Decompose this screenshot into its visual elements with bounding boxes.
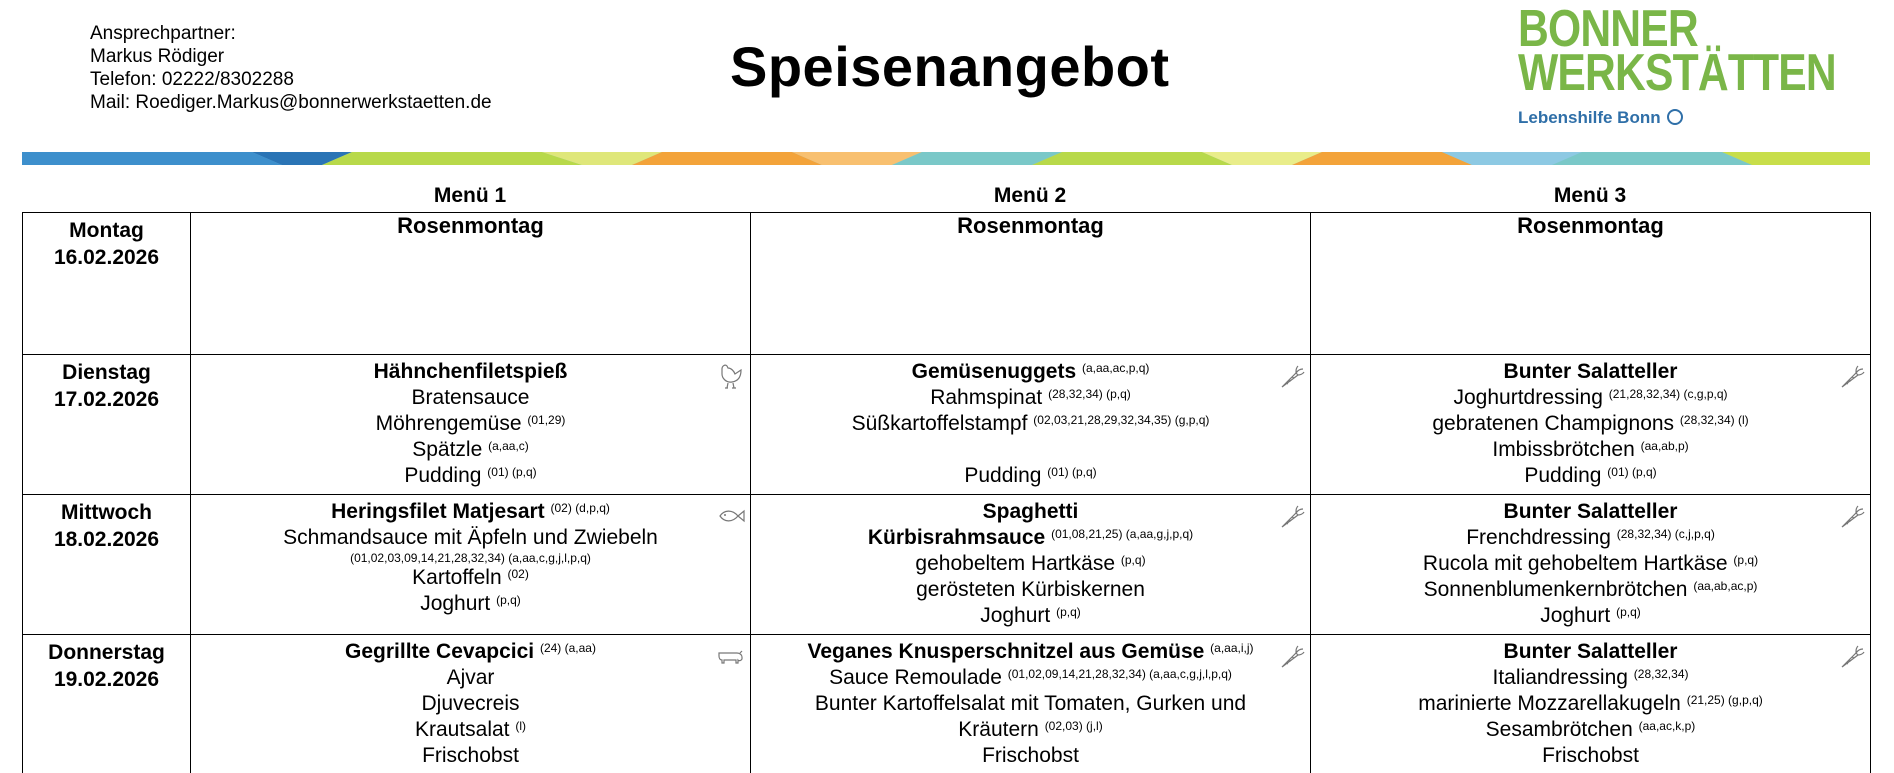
allergen-codes: (aa,ac,k,p) [1638, 719, 1696, 733]
meal-title: Hähnchenfiletspieß [373, 360, 568, 383]
allergen-codes: (28,32,34) [1633, 667, 1689, 681]
meal-title: Gemüsenuggets $^{(a,aa,ac,p,q)}$ [911, 360, 1150, 383]
allergen-codes: (02) [507, 567, 529, 581]
meal-side: Imbissbrötchen $^{(aa,ab,p)}$ [1492, 438, 1689, 461]
day-cell [23, 213, 191, 355]
meal-side: gerösteten Kürbiskernen [916, 578, 1145, 601]
bonner-werkstaetten-logo [1518, 0, 1838, 128]
meal-side: Sauce Remoulade $^{(01,02,09,14,21,28,32,34) (a,aa,c,g,j,l,p,q)}$ [829, 666, 1232, 689]
lebenshilfe-ring-icon [1667, 109, 1683, 125]
day-cell [23, 355, 191, 495]
allergen-codes: (01,29) [527, 413, 566, 427]
meal-side: Rucola mit gehobeltem Hartkäse $^{(p,q)}$ [1422, 552, 1759, 575]
allergen-codes: (21,25) (g,p,q) [1686, 693, 1763, 707]
meal-title: Heringsfilet Matjesart $^{(02) (d,p,q)}$ [331, 500, 610, 523]
meal-side: Schmandsauce mit Äpfeln und Zwiebeln [283, 526, 658, 549]
meal-side: Sonnenblumenkernbrötchen $^{(aa,ab,ac,p)}$ [1423, 578, 1758, 601]
meal-side: Frenchdressing $^{(28,32,34) (c,j,p,q)}$ [1466, 526, 1715, 549]
allergen-codes: (02,03,21,28,29,32,34,35) (g,p,q) [1033, 413, 1210, 427]
meal-side: Joghurt $^{(p,q)}$ [1540, 604, 1641, 627]
logo-line-3: Lebenshilfe Bonn [1518, 108, 1838, 128]
day-cell [23, 635, 191, 773]
contact-name: Markus Rödiger [90, 46, 225, 67]
allergen-codes: (24) (a,aa) [539, 641, 596, 655]
menu-2-header: Menü 2 [993, 184, 1067, 207]
meal-title: Spaghetti [982, 500, 1079, 523]
meal-cell [751, 635, 1311, 773]
logo-line-1: BONNER [1518, 0, 1698, 58]
meal-cell [751, 495, 1311, 635]
meal-side: Joghurt $^{(p,q)}$ [980, 604, 1081, 627]
allergen-codes: (01) (p,q) [1047, 465, 1097, 479]
meal-side: Krautsalat $^{(l)}$ [414, 718, 527, 741]
contact-block [90, 22, 492, 114]
meal-cell [751, 355, 1311, 495]
meal-side: Kartoffeln $^{(02)}$ [412, 566, 529, 589]
meal-side: Möhrengemüse $^{(01,29)}$ [375, 412, 566, 435]
meal-side: gebratenen Champignons $^{(28,32,34) (l)}$ [1432, 412, 1749, 435]
page-title: Speisenangebot [730, 35, 1170, 98]
meal-title: Veganes Knusperschnitzel aus Gemüse $^{(a,aa,i,j)}$ [807, 640, 1254, 663]
meal-side: Sesambrötchen $^{(aa,ac,k,p)}$ [1485, 718, 1696, 741]
carrot-icon [1836, 501, 1866, 531]
carrot-icon [1276, 641, 1306, 671]
meal-cell [191, 355, 751, 495]
meal-cell [1311, 635, 1871, 773]
allergen-codes: (28,32,34) (p,q) [1048, 387, 1131, 401]
meal-side: Kräutern $^{(02,03) (j,l)}$ [958, 718, 1103, 741]
day-cell [23, 495, 191, 635]
meal-side: Ajvar [446, 666, 495, 689]
carrot-icon [1276, 501, 1306, 531]
meal-side: Italiandressing $^{(28,32,34)}$ [1492, 666, 1689, 689]
logo-line-2: WERKSTÄTTEN [1518, 44, 1836, 102]
meal-side: marinierte Mozzarellakugeln $^{(21,25) (g,p,q)}$ [1418, 692, 1763, 715]
meal-title: Bunter Salatteller [1503, 640, 1678, 663]
allergen-codes: (p,q) [1056, 605, 1081, 619]
contact-mail: Mail: Roediger.Markus@bonnerwerkstaetten.de [90, 92, 492, 113]
meal-side: Frischobst [1542, 744, 1639, 767]
allergen-codes: (21,28,32,34) (c,g,p,q) [1608, 387, 1728, 401]
allergen-codes: (02,03) (j,l) [1044, 719, 1103, 733]
empty-line [751, 437, 1310, 463]
menu-3-header: Menü 3 [1553, 184, 1627, 207]
contact-label: Ansprechpartner: [90, 23, 236, 44]
allergen-codes: (p,q) [1616, 605, 1641, 619]
holiday-cell: Rosenmontag [751, 213, 1311, 355]
meal-cell [191, 635, 751, 773]
meal-side: Kürbisrahmsauce $^{(01,08,21,25) (a,aa,g,j,p,q)}$ [867, 526, 1194, 549]
allergen-codes: (a,aa,ac,p,q) [1082, 361, 1150, 375]
meal-side: gehobeltem Hartkäse $^{(p,q)}$ [915, 552, 1146, 575]
fish-icon [716, 501, 746, 531]
meal-side: Pudding $^{(01) (p,q)}$ [404, 464, 537, 487]
meal-side: Djuvecreis [421, 692, 520, 715]
allergen-codes: (p,q) [496, 593, 521, 607]
allergen-codes: (a,aa,i,j) [1210, 641, 1254, 655]
meal-cell [191, 495, 751, 635]
menu-table [22, 212, 1871, 773]
allergen-codes: (aa,ab,p) [1640, 439, 1689, 453]
carrot-icon [1836, 361, 1866, 391]
meal-side: Joghurt $^{(p,q)}$ [420, 592, 521, 615]
menu-1-header: Menü 1 [433, 184, 507, 207]
meal-side: Spätzle $^{(a,aa,c)}$ [412, 438, 529, 461]
date: 16.02.2026 [53, 246, 160, 269]
meal-side: Frischobst [982, 744, 1079, 767]
cow-icon [716, 641, 746, 671]
meal-cell [1311, 495, 1871, 635]
allergen-codes: (p,q) [1733, 553, 1759, 567]
meal-title: Gegrillte Cevapcici $^{(24) (a,aa)}$ [345, 640, 596, 663]
allergen-codes: (aa,ab,ac,p) [1693, 579, 1758, 593]
meal-side: Süßkartoffelstampf $^{(02,03,21,28,29,32,34,35) (g,p,q)}$ [851, 412, 1210, 435]
allergen-codes: (a,aa,c) [488, 439, 529, 453]
day-row [23, 635, 1871, 773]
date: 19.02.2026 [53, 668, 160, 691]
weekday: Donnerstag [48, 641, 165, 664]
weekday: Montag [69, 219, 144, 242]
allergen-codes: (01,02,09,14,21,28,32,34) (a,aa,c,g,j,l,p,q) [1007, 667, 1232, 681]
day-row [23, 355, 1871, 495]
holiday-cell: Rosenmontag [1311, 213, 1871, 355]
meal-side: Pudding $^{(01) (p,q)}$ [964, 464, 1097, 487]
meal-side: Pudding $^{(01) (p,q)}$ [1524, 464, 1657, 487]
allergen-codes: (l) [515, 719, 527, 733]
allergen-codes: (02) (d,p,q) [550, 501, 610, 515]
allergen-codes: (p,q) [1120, 553, 1146, 567]
date: 17.02.2026 [53, 388, 160, 411]
contact-phone: Telefon: 02222/8302288 [90, 69, 294, 90]
carrot-icon [1836, 641, 1866, 671]
allergen-codes: (01) (p,q) [1607, 465, 1657, 479]
meal-side: Joghurtdressing $^{(21,28,32,34) (c,g,p,q)}$ [1453, 386, 1728, 409]
carrot-icon [1276, 361, 1306, 391]
meal-side: Rahmspinat $^{(28,32,34) (p,q)}$ [930, 386, 1131, 409]
allergen-codes: (01) (p,q) [487, 465, 537, 479]
meal-title: Bunter Salatteller [1503, 360, 1678, 383]
meal-side: Frischobst [422, 744, 519, 767]
chicken-icon [716, 361, 746, 391]
weekday: Mittwoch [61, 501, 152, 524]
decorative-color-stripe [22, 152, 1870, 165]
holiday-cell: Rosenmontag [191, 213, 751, 355]
allergen-codes: (01,08,21,25) (a,aa,g,j,p,q) [1051, 527, 1194, 541]
meal-cell [1311, 355, 1871, 495]
allergen-codes: (28,32,34) (c,j,p,q) [1616, 527, 1715, 541]
day-row [23, 213, 1871, 355]
weekday: Dienstag [62, 361, 151, 384]
meal-side: Bratensauce [411, 386, 530, 409]
meal-side: Bunter Kartoffelsalat mit Tomaten, Gurken und [814, 692, 1247, 715]
day-row [23, 495, 1871, 635]
allergen-codes-line: (01,02,03,09,14,21,28,32,34) (a,aa,c,g,j,l,p,q) [350, 551, 591, 565]
meal-title: Bunter Salatteller [1503, 500, 1678, 523]
allergen-codes: (28,32,34) (l) [1679, 413, 1749, 427]
date: 18.02.2026 [53, 528, 160, 551]
